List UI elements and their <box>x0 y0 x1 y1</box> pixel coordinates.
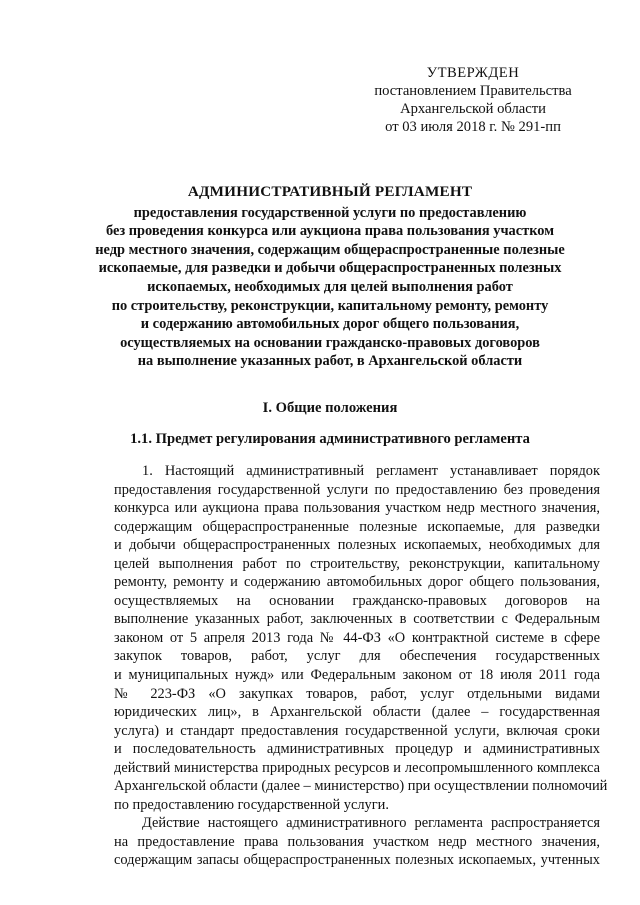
paragraph-line: закупок товаров, работ, услуг для обеспечения государственных <box>114 648 600 665</box>
title-line: и содержанию автомобильных дорог общего пользования, <box>140 316 520 333</box>
title-line: осуществляемых на основании гражданско-правовых договоров <box>120 334 540 351</box>
paragraph-line: услуга) и стандарт предоставления государственной услуги, включая сроки <box>114 722 600 739</box>
paragraph-line: Архангельской области (далее – министерство) при осуществлении полномочий <box>114 778 608 795</box>
paragraph-line: и муниципальных нужд» или Федеральным законом от 18 июля 2011 года <box>114 667 600 684</box>
approval-heading: УТВЕРЖДЕН <box>426 65 520 81</box>
subsection-heading: 1.1. Предмет регулирования административного регламента <box>130 431 530 447</box>
title-line: на выполнение указанных работ, в Архангельской области <box>137 353 523 370</box>
paragraph-line: юридических лиц», в Архангельской области (далее – государственная <box>114 704 600 721</box>
section-heading: I. Общие положения <box>262 400 398 416</box>
paragraph-line: целей выполнения работ по строительству, реконструкции, капитальному <box>114 555 600 572</box>
paragraph-line: законом от 5 апреля 2013 года № 44-ФЗ «О контрактной системе в сфере <box>114 629 600 646</box>
title-line: предоставления государственной услуги по предоставлению <box>133 204 527 221</box>
title-line: ископаемые, для разведки и добычи общераспространенных полезных <box>98 260 562 277</box>
title-line: ископаемых, необходимых для целей выполнения работ <box>147 278 513 295</box>
title-line: по строительству, реконструкции, капитальному ремонту, ремонту <box>111 297 549 314</box>
paragraph-line: по предоставлению государственной услуги. <box>114 796 389 813</box>
paragraph-line: Действие настоящего административного регламента распространяется <box>142 815 600 832</box>
paragraph-line: ремонту, ремонту и содержанию автомобильных дорог общего пользования, <box>114 574 600 591</box>
paragraph-line: и последовательность административных процедур и административных <box>114 741 600 758</box>
title-line: недр местного значения, содержащим общераспространенные полезные <box>95 241 565 258</box>
approval-line: Архангельской области <box>400 101 546 117</box>
paragraph-line: содержащим общераспространенные полезные ископаемые, для разведки <box>114 518 600 535</box>
approval-stamp <box>358 64 588 136</box>
body-text <box>114 462 608 870</box>
paragraph-line: осуществляемых на основании гражданско-правовых договоров на <box>114 592 600 609</box>
title-line: без проведения конкурса или аукциона права пользования участком <box>105 223 555 240</box>
paragraph-line: содержащим запасы общераспространенных полезных ископаемых, учтенных <box>114 852 600 869</box>
paragraph-line: и добычи общераспространенных полезных ископаемых, необходимых для <box>114 537 600 554</box>
paragraph-line: 1. Настоящий административный регламент устанавливает порядок <box>142 463 600 479</box>
paragraph-line: № 223-ФЗ «О закупках товаров, работ, услуг отдельными видами <box>114 685 600 702</box>
paragraph-line: на предоставление права пользования участком недр местного значения, <box>114 833 600 850</box>
paragraph-line: действий министерства природных ресурсов и лесопромышленного комплекса <box>114 759 600 776</box>
approval-line: постановлением Правительства <box>374 83 572 99</box>
paragraph-line: выполнение указанных работ, заключенных в соответствии с Федеральным <box>114 611 600 628</box>
approval-line: от 03 июля 2018 г. № 291-пп <box>385 119 561 135</box>
document-title <box>60 183 600 371</box>
paragraph-line: предоставления государственной услуги по предоставлению без проведения <box>114 481 600 498</box>
page-title: АДМИНИСТРАТИВНЫЙ РЕГЛАМЕНТ <box>187 183 473 200</box>
paragraph-line: конкурса или аукциона права пользования участком недр местного значения, <box>114 500 600 517</box>
